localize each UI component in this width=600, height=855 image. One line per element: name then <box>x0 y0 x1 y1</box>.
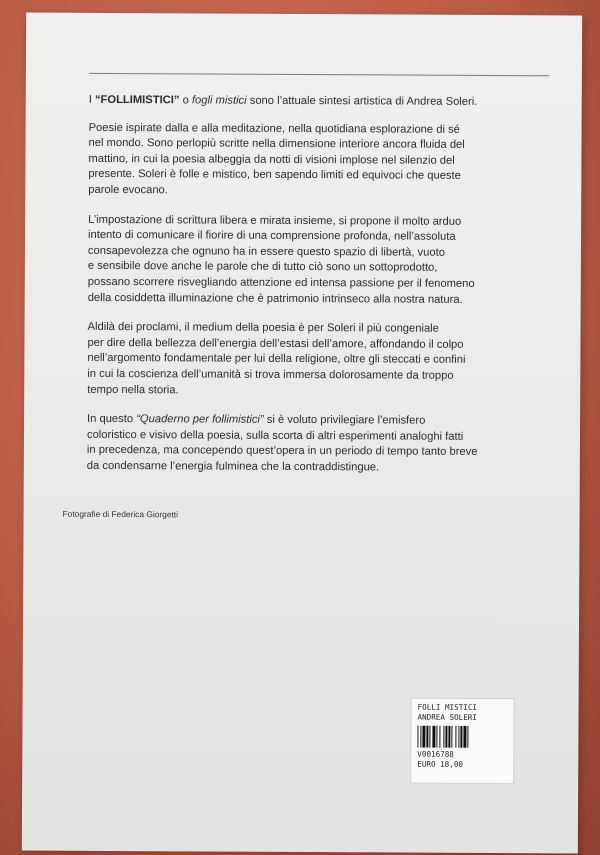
sticker-title: FOLLI MISTICI <box>417 702 478 712</box>
sticker-code: V0016788 <box>417 749 454 759</box>
p1-line: mattino, in cui la poesia albeggia da notti di visioni implose nel silenzio del <box>88 152 455 167</box>
p4-line: coloristico e visivo della poesia, sulla scorta di altri esperimenti analoghi fatti <box>86 428 464 443</box>
p3-line: per dire della bellezza dell’energia dell’estasi dell’amore, affondando il colpo <box>87 336 464 351</box>
photo-credit: Fotografie di Federica Giorgetti <box>62 508 179 520</box>
p2-line: e sensibile dove anche le parole che di tutto ciò sono un sottoprodotto, <box>87 260 438 275</box>
p4-line: in precedenza, ma concependo quest’opera in un periodo di tempo tanto breve <box>86 444 478 459</box>
p3-line: Aldilà dei proclami, il medium della poesia è per Soleri il più congeniale <box>87 321 439 335</box>
intro-middle: o <box>179 94 192 107</box>
p2-line: possano scorrere risvegliando attenzione ed intensa passione per il fenomeno <box>87 275 475 290</box>
intro-title: “FOLLIMISTICI” <box>94 93 180 107</box>
p3-line: nell’argomento fondamentale per lui della religione, oltre gli steccati e confini <box>87 352 466 367</box>
intro-suffix: sono l’attuale sintesi artistica di Andrea Soleri. <box>246 94 478 108</box>
p3-line: in cui la coscienza dell’umanità si trova immersa dolorosamente da troppo <box>87 367 454 382</box>
intro-line <box>89 93 559 111</box>
sticker-author: ANDREA SOLERI <box>417 712 477 722</box>
p2-line: della cosiddetta illuminazione che è patrimonio intrinseco alla nostra natura. <box>87 291 463 306</box>
p1-line: parole evocano. <box>88 183 168 197</box>
barcode-icon <box>417 726 503 748</box>
paragraph-3 <box>87 320 557 400</box>
paragraph-4 <box>87 412 557 477</box>
p2-line: consapevolezza che ognuno ha in essere questo spazio di libertà, vuoto <box>87 244 445 259</box>
intro-alt-title: fogli mistici <box>191 94 247 107</box>
book-back-cover <box>22 13 582 854</box>
p2-line: intento di comunicare il fiorire di una comprensione profonda, nell’assoluta <box>88 229 456 243</box>
intro-prefix: I <box>88 93 95 106</box>
p1-line: Poesie ispirate dalla e alla meditazione, nella quotidiana esplorazione di sé <box>88 121 460 136</box>
p4-line: da condensarne l’energia fulminea che la contraddistingue. <box>86 459 380 474</box>
p4-prefix: In questo <box>87 412 137 426</box>
p1-line: presente. Soleri è folle e mistico, ben sapendo limiti ed equivoci che queste <box>88 168 461 183</box>
paragraph-1 <box>88 120 558 200</box>
p2-line: L’impostazione di scrittura libera e mirata insieme, si propone il molto arduo <box>88 213 462 228</box>
p4-line1-rest: si è voluto privilegiare l’emisfero <box>263 413 426 427</box>
top-rule <box>89 73 549 76</box>
sticker-price: EURO 18,00 <box>417 759 464 769</box>
p1-line: nel mondo. Sono perlopiù scritte nella dimensione interiore ancora fluida del <box>88 137 465 152</box>
p3-line: tempo nella storia. <box>87 383 179 396</box>
p4-title: “Quaderno per follimistici” <box>136 413 264 426</box>
blurb <box>87 93 559 491</box>
price-sticker <box>410 698 514 785</box>
paragraph-2 <box>88 212 558 308</box>
